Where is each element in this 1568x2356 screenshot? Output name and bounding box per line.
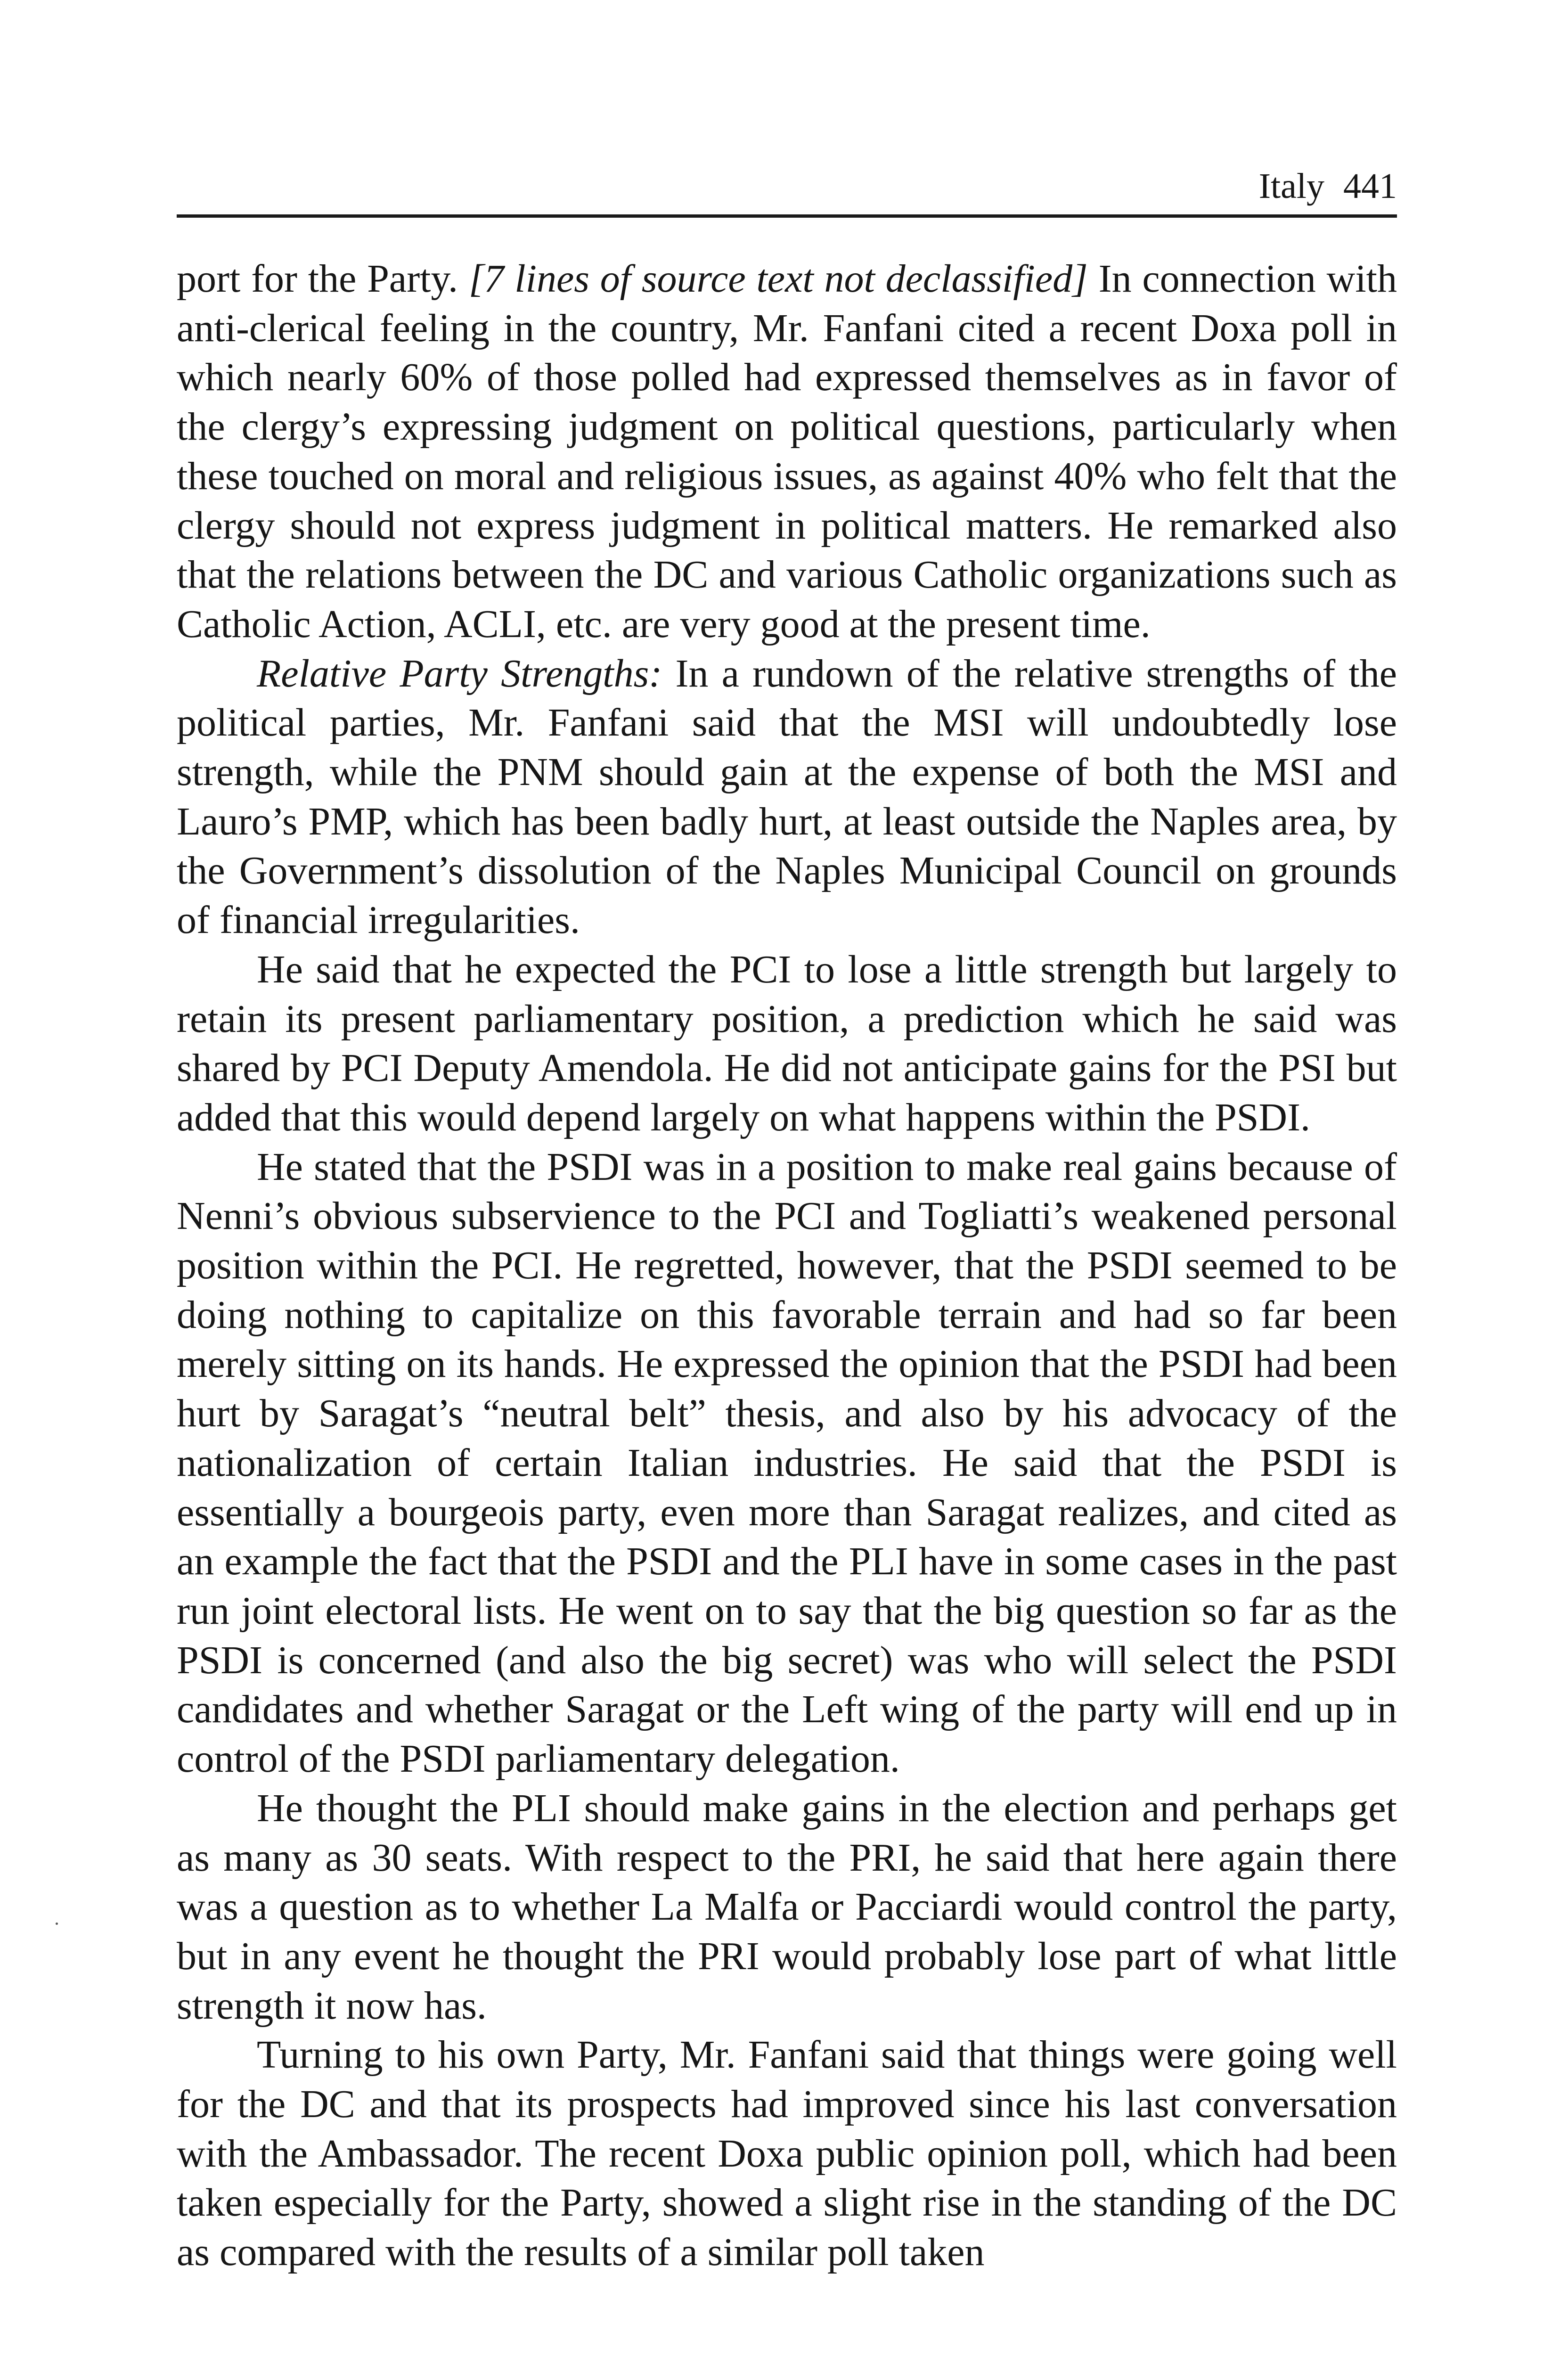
page-number: 441: [1343, 166, 1397, 206]
paragraph-text: In a rundown of the relative strengths of the political parties, Mr. Fanfani said that the MSI will undoubtedly lose strength, while the PNM should gain at the expense of both the MSI and Lauro’s PMP, which has been badly hurt, at least outside the Naples area, by the Government’s dissolution of the Naples Municipal Council on grounds of financial irregularities.: [177, 651, 1397, 942]
paragraph-text: port for the Party.: [177, 257, 469, 301]
scan-speck: [56, 1922, 58, 1925]
running-title: Italy: [1258, 166, 1324, 206]
running-header: [177, 163, 1397, 210]
body-text: [177, 254, 1397, 2277]
paragraph-relative-party-strengths: [177, 649, 1397, 945]
editorial-note: [7 lines of source text not declassified]: [468, 257, 1088, 301]
paragraph-text: In connection with anti-clerical feeling in the country, Mr. Fanfani cited a recent Doxa poll in which nearly 60% of those polled had expressed themselves as in favor of the clergy’s expressing judgment on political questions, particularly when these touched on moral and religious issues, as against 40% who felt that the clergy should not express judgment in political matters. He remarked also that the relations between the DC and various Catholic organizations such as Catholic Action, ACLI, etc. are very good at the present time.: [177, 257, 1397, 646]
section-lead-in: Relative Party Strengths:: [257, 651, 662, 695]
paragraph-dc: Turning to his own Party, Mr. Fanfani said that things were going well for the DC and that its prospects had improved since his last conversation with the Ambassador. The recent Doxa public opinion poll, which had been taken especially for the Party, showed a slight rise in the standing of the DC as compared with the results of a similar poll taken: [177, 2033, 1397, 2274]
paragraph-psdi: He stated that the PSDI was in a position to make real gains because of Nenni’s obvious subservience to the PCI and Togliatti’s weakened personal position within the PCI. He regretted, however, that the PSDI seemed to be doing nothing to capitalize on this favorable terrain and had so far been merely sitting on its hands. He expressed the opinion that the PSDI had been hurt by Saragat’s “neutral belt” thesis, and also by his advocacy of the nationalization of certain Italian industries. He said that the PSDI is essentially a bourgeois party, even more than Saragat realizes, and cited as an example the fact that the PSDI and the PLI have in some cases in the past run joint electoral lists. He went on to say that the big question so far as the PSDI is concerned (and also the big secret) was who will select the PSDI candidates and whether Saragat or the Left wing of the party will end up in control of the PSDI parliamentary delegation.: [177, 1145, 1397, 1781]
paragraph-continuation: [177, 254, 1397, 649]
header-rule: [177, 214, 1397, 218]
paragraph-pli-pri: He thought the PLI should make gains in the election and perhaps get as many as 30 seats. With respect to the PRI, he said that here again there was a question as to whether La Malfa or Pacciardi would control the party, but in any event he thought the PRI would probably lose part of what little strength it now has.: [177, 1786, 1397, 2028]
paragraph-pci: He said that he expected the PCI to lose a little strength but largely to retain its present parliamentary position, a prediction which he said was shared by PCI Deputy Amendola. He did not anticipate gains for the PSI but added that this would depend largely on what happens within the PSDI.: [177, 947, 1397, 1139]
